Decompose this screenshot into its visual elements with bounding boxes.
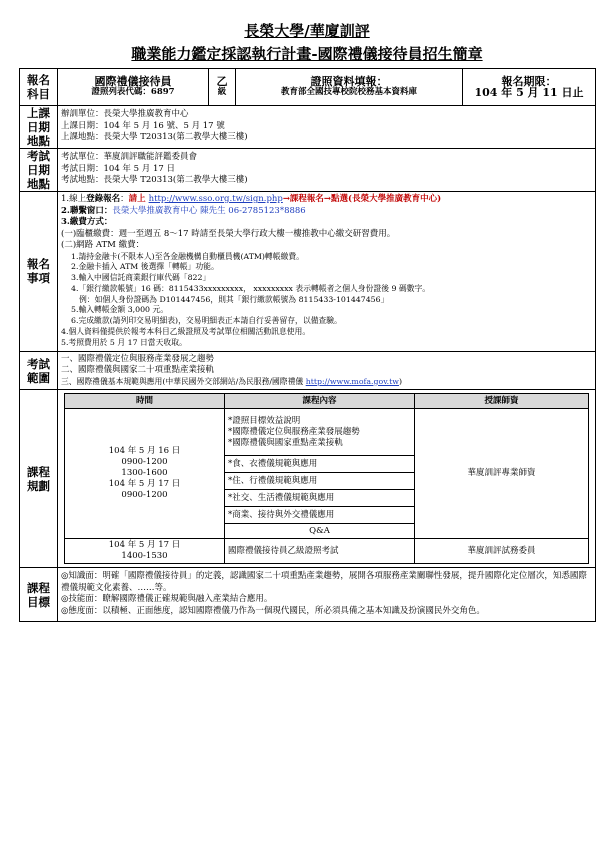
payment-counter: (一)臨櫃繳費：週一至週五 8～17 時請至長榮大學行政大樓一樓推教中心繳交研習費用。 — [61, 228, 396, 239]
class-location: 上課地點：長榮大學 T20313(第二教學大樓三樓) — [61, 132, 248, 142]
subject-name: 國際禮儀接待員 — [94, 74, 172, 88]
class-date: 上課日期：104 年 5 月 16 號、5 月 17 號 — [61, 120, 225, 131]
exam-time: 104 年 5 月 17 日 1400-1530 — [65, 539, 225, 564]
schedule-row — [65, 409, 589, 456]
mofa-link[interactable]: http://www.mofa.gov.tw — [305, 376, 399, 386]
deadline-date: 104 年 5 月 11 日止 — [474, 86, 584, 99]
goal-attitude: ◎態度面：以積極、正面態度，認知國際禮儀乃作為一個現代國民，所必須具備之基本知識及扮演國民外交角色。 — [61, 605, 485, 616]
goal-knowledge: ◎知識面：明確「國際禮儀接待員」的定義，認識國家二十項重點產業趨勢，展開各項服務產業關聯性發展，提升國際化定位層次，知悉國際禮儀規範文化素養、……等。 — [61, 571, 587, 593]
atm-step: 1.請持金融卡(不限本人)至各金融機構自動櫃員機(ATM)轉帳繳費。 — [71, 251, 304, 261]
document-title: 長榮大學/華廈訓評 — [244, 22, 370, 40]
atm-step: 5.輸入轉帳金額 3,000 元。 — [71, 305, 169, 315]
registration-contact: 2.聯繫窗口：長榮大學推廣教育中心 陳先生 06-2785123*8886 — [61, 205, 306, 216]
atm-step: 6.完成繳款(請列印交易明細表)，交易明細表正本請自行妥善留存，以備查驗。 — [71, 316, 342, 326]
scope-item: 三、國際禮儀基本規範與應用(中華民國外交部網站/為民服務/國際禮儀 http://www.mofa.gov.tw) — [61, 376, 403, 386]
course-item: *食、衣禮儀規範與應用 — [225, 456, 415, 473]
subject-code: 證照列表代碼：6897 — [91, 87, 175, 97]
col-time: 時間 — [65, 394, 225, 409]
teacher-main: 華廈訓評專業師資 — [415, 409, 589, 539]
registration-online: 1.線上登錄報名：請上 http://www.sso.org.tw/sign.php→課程報名→點選(長榮大學推廣教育中心) — [61, 194, 442, 204]
class-info-label: 上課 日期 地點 — [20, 106, 58, 149]
scope-item: 二、國際禮儀與國家二十項重點產業接軌 — [61, 365, 215, 376]
col-content: 課程內容 — [225, 394, 415, 409]
course-plan-row — [20, 390, 596, 568]
exam-location: 考試地點：長榮大學 T20313(第二教學大樓三樓) — [61, 175, 248, 185]
course-intro: *證照目標效益說明 *國際禮儀定位與服務產業發展趨勢 *國際禮儀與國家重點產業接軌 — [225, 409, 415, 456]
course-plan-label: 課程 規劃 — [20, 390, 58, 568]
exam-schedule-row — [65, 539, 589, 564]
exam-date: 考試日期：104 年 5 月 17 日 — [61, 163, 175, 174]
exam-info-label: 考試 日期 地點 — [20, 149, 58, 192]
deadline-cell — [463, 69, 595, 105]
registration-row — [20, 192, 596, 352]
scope-item: 一、國際禮儀定位與服務產業發展之趨勢 — [61, 353, 215, 364]
course-goal-row — [20, 568, 596, 622]
exam-content: 國際禮儀接待員乙級證照考試 — [225, 539, 415, 564]
payment-atm-heading: (二)網路 ATM 繳費： — [61, 240, 145, 250]
deadline-title: 報名期限： — [501, 74, 557, 88]
atm-example: 例：如個人身份證碼為 D101447456，則其「銀行繳款帳號為 8115433-101447456」 — [79, 294, 389, 304]
course-item: *社交、生活禮儀規範與應用 — [225, 490, 415, 507]
goal-skill: ◎技能面：瞭解國際禮儀正確規範與融入產業結合應用。 — [61, 594, 273, 605]
subject-label: 報名 科目 — [20, 69, 58, 106]
fee-note: 5.考照費用於 5 月 17 日當天收取。 — [61, 337, 187, 347]
course-item: *住、行禮儀規範與應用 — [225, 473, 415, 490]
exam-scope-label: 考試 範圍 — [20, 351, 58, 390]
header-row — [20, 69, 596, 106]
atm-step: 2.金融卡插入 ATM 後選擇「轉帳」功能。 — [71, 262, 219, 272]
class-organizer: 辦訓單位：長榮大學推廣教育中心 — [61, 109, 189, 119]
schedule-header — [65, 394, 589, 409]
col-teacher: 授課師資 — [415, 394, 589, 409]
exam-info-row — [20, 149, 596, 192]
exam-organizer: 考試單位：華廈訓評職能評鑑委員會 — [61, 152, 198, 162]
payment-method-heading: 3.繳費方式： — [61, 217, 113, 227]
course-qa: Q&A — [225, 524, 415, 539]
grade-cell: 乙 級 — [209, 69, 236, 105]
schedule-table — [64, 393, 589, 564]
cert-fill-desc: 教育部全國技專校院校務基本資料庫 — [280, 87, 417, 97]
subject-cell — [58, 69, 209, 105]
privacy-note: 4.個人資料僅提供於報考本科目乙級證照及考試單位相關活動訊息使用。 — [61, 327, 311, 337]
exam-scope-row — [20, 351, 596, 390]
registration-label: 報名 事項 — [20, 192, 58, 352]
registration-link[interactable]: http://www.sso.org.tw/sign.php — [148, 194, 283, 204]
atm-step: 4.「銀行繳款帳號」16 碼：8115433xxxxxxxxx， xxxxxxxxx 表示轉帳者之個人身份證後 9 碼數字。 — [71, 283, 431, 293]
class-info-row — [20, 106, 596, 149]
cert-fill-cell — [236, 69, 463, 105]
atm-step: 3.輸入中國信託商業銀行庫代碼「822」 — [71, 273, 211, 283]
course-goal-label: 課程 目標 — [20, 568, 58, 622]
course-item: *商業、接待與外交禮儀應用 — [225, 507, 415, 524]
document-subtitle: 職業能力鑑定採認執行計畫-國際禮儀接待員招生簡章 — [131, 45, 483, 63]
teacher-exam: 華廈訓評試務委員 — [415, 539, 589, 564]
cert-fill-title: 證照資料填報： — [310, 74, 388, 88]
session-time: 104 年 5 月 16 日 0900-1200 1300-1600 104 年 5 月 17 日 0900-1200 — [65, 409, 225, 539]
brochure-table — [19, 68, 596, 622]
